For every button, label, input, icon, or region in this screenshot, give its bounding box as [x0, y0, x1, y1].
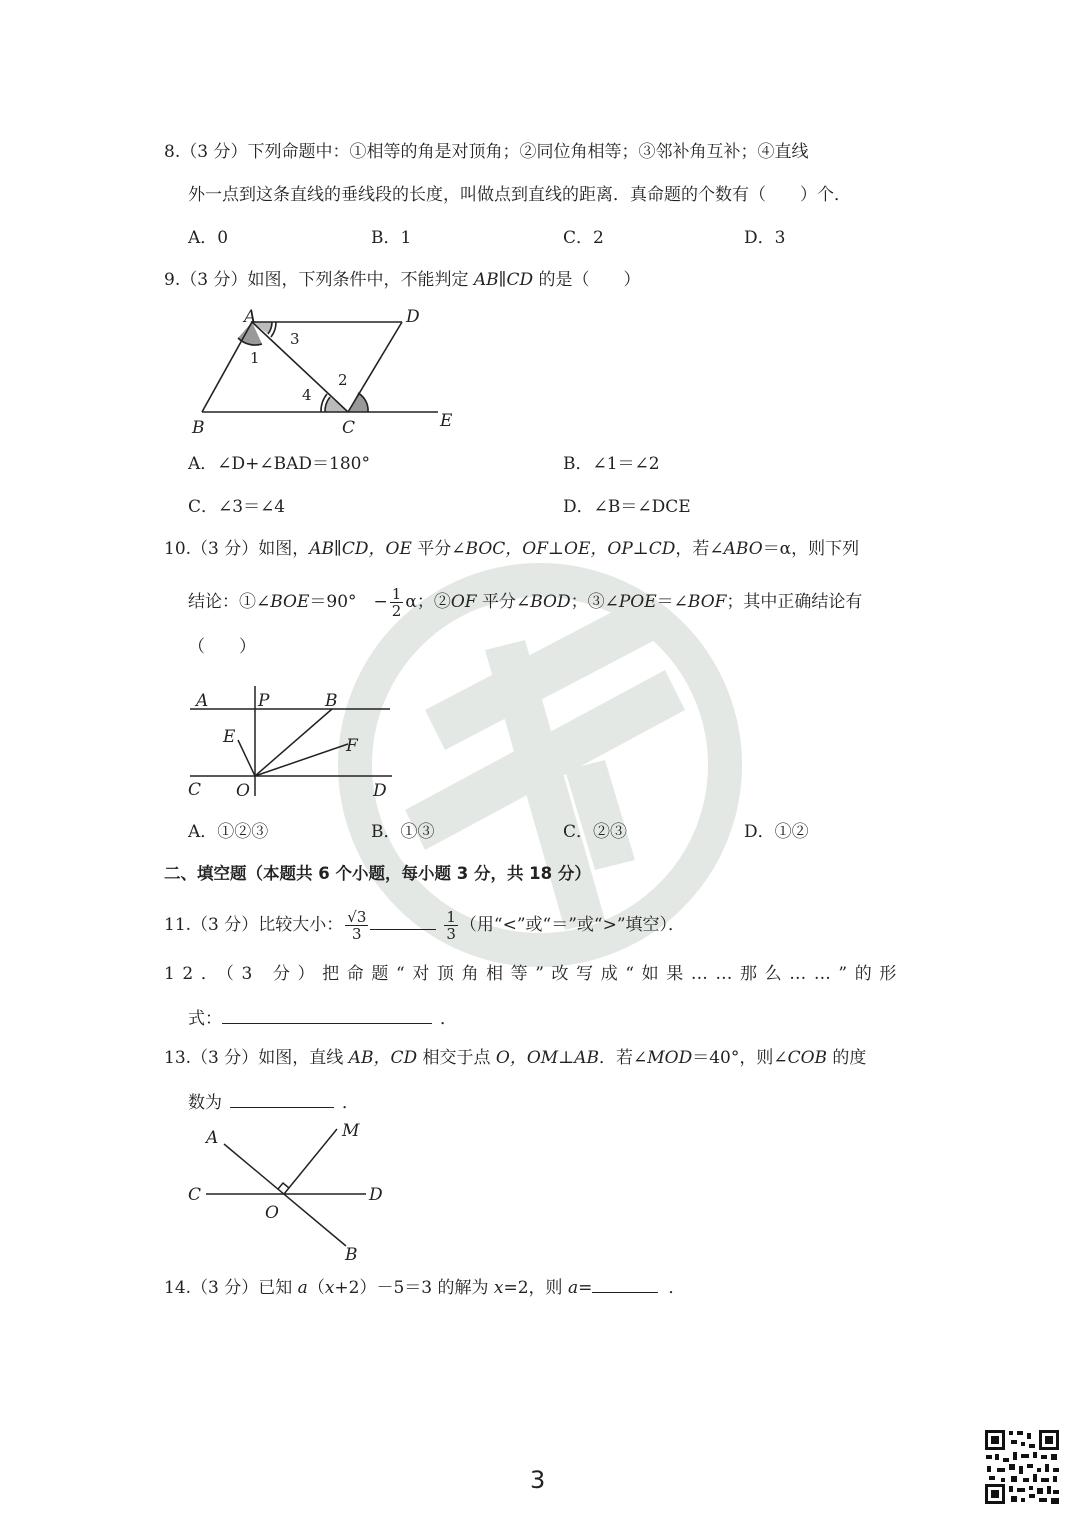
q12-answer-blank[interactable] — [222, 1005, 432, 1024]
q9-stem: 9.（3 分）如图，下列条件中，不能判定 AB∥CD 的是（ ） — [164, 270, 641, 290]
q10-stem-line2: 结论：①∠BOE＝90° − $\frac{1}{2}$ α；②OF 平分∠BOD；③∠POE＝∠BOF；其中正确结论有 — [188, 585, 863, 620]
q9-figure-parallelogram — [180, 300, 480, 440]
q9-option-b: B．∠1＝∠2 — [563, 454, 660, 474]
q10-stem-line1: 10.（3 分）如图，AB∥CD，OE 平分∠BOC，OF⊥OE，OP⊥CD，若∠ABO＝α，则下列 — [164, 539, 860, 559]
label-4: 4 — [302, 386, 312, 404]
label-D: D — [369, 1185, 383, 1205]
label-1: 1 — [250, 349, 260, 367]
q9-option-a: A．∠D+∠BAD＝180° — [188, 454, 370, 474]
label-2: 2 — [338, 371, 348, 389]
q12-stem-line1: 12．（3 分）把命题“对顶角相等”改写成“如果……那么……”的形 — [164, 964, 904, 984]
q9-option-d: D．∠B＝∠DCE — [563, 497, 691, 517]
q10-option-a: A．①②③ — [188, 822, 269, 842]
q10-option-b: B．①③ — [371, 822, 435, 842]
q11-answer-blank[interactable] — [370, 911, 436, 930]
label-C: C — [342, 418, 356, 438]
fraction-sqrt3-over-3: $\frac{√3}{3}$ — [347, 908, 367, 943]
q13-answer-blank[interactable] — [230, 1089, 334, 1108]
label-B: B — [345, 1245, 358, 1265]
label-F: F — [346, 736, 358, 756]
section-2-heading: 二、填空题（本题共 6 个小题，每小题 3 分，共 18 分） — [164, 864, 591, 883]
q8-stem-line1: 8.（3 分）下列命题中：①相等的角是对顶角；②同位角相等；③邻补角互补；④直线 — [164, 142, 809, 162]
label-A: A — [206, 1128, 219, 1148]
q13-figure-intersecting-lines — [180, 1118, 400, 1268]
q9-option-c: C．∠3＝∠4 — [188, 497, 286, 517]
q11-stem: 11.（3 分）比较大小： $\frac{√3}{3}$ $\frac{1}{3}$ （用“<”或“＝”或“>”填空）． — [164, 908, 686, 943]
fraction-one-half: $\frac{1}{2}$ — [391, 585, 402, 620]
qr-code[interactable] — [983, 1428, 1061, 1506]
label-D: D — [406, 307, 420, 327]
label-O: O — [236, 781, 250, 801]
label-B: B — [325, 691, 338, 711]
label-B: B — [192, 418, 205, 438]
q8-option-c: C．2 — [563, 228, 604, 248]
label-A: A — [244, 307, 257, 327]
q8-stem-line2: 外一点到这条直线的垂线段的长度，叫做点到直线的距离．真命题的个数有（ ）个． — [188, 185, 851, 205]
q13-stem-line1: 13.（3 分）如图，直线 AB，CD 相交于点 O，OM⊥AB．若∠MOD＝40°，则∠COB 的度 — [164, 1048, 867, 1068]
q10-option-d: D．①② — [744, 822, 809, 842]
label-P: P — [258, 691, 270, 711]
label-E: E — [223, 727, 236, 747]
label-M: M — [342, 1121, 360, 1141]
page-number: 3 — [530, 1466, 546, 1494]
q10-stem-line3: （ ） — [188, 637, 256, 657]
label-D: D — [373, 781, 387, 801]
q8-option-b: B．1 — [371, 228, 412, 248]
q10-option-c: C．②③ — [563, 822, 628, 842]
q14-answer-blank[interactable] — [592, 1274, 658, 1293]
fraction-one-third: $\frac{1}{3}$ — [446, 908, 456, 943]
q10-figure-parallel-lines — [180, 680, 410, 805]
q8-option-a: A．0 — [188, 228, 229, 248]
q12-stem-line2: 式： ． — [188, 1005, 457, 1031]
label-E: E — [440, 411, 453, 431]
label-A: A — [196, 691, 209, 711]
label-3: 3 — [290, 330, 300, 348]
label-C: C — [188, 1185, 202, 1205]
label-C: C — [188, 780, 202, 800]
q13-stem-line2: 数为 ． — [188, 1089, 359, 1115]
q14-stem: 14.（3 分）已知 a（x+2）－5＝3 的解为 x=2，则 a= ． — [164, 1274, 685, 1300]
label-O: O — [265, 1203, 279, 1223]
q8-option-d: D．3 — [744, 228, 786, 248]
